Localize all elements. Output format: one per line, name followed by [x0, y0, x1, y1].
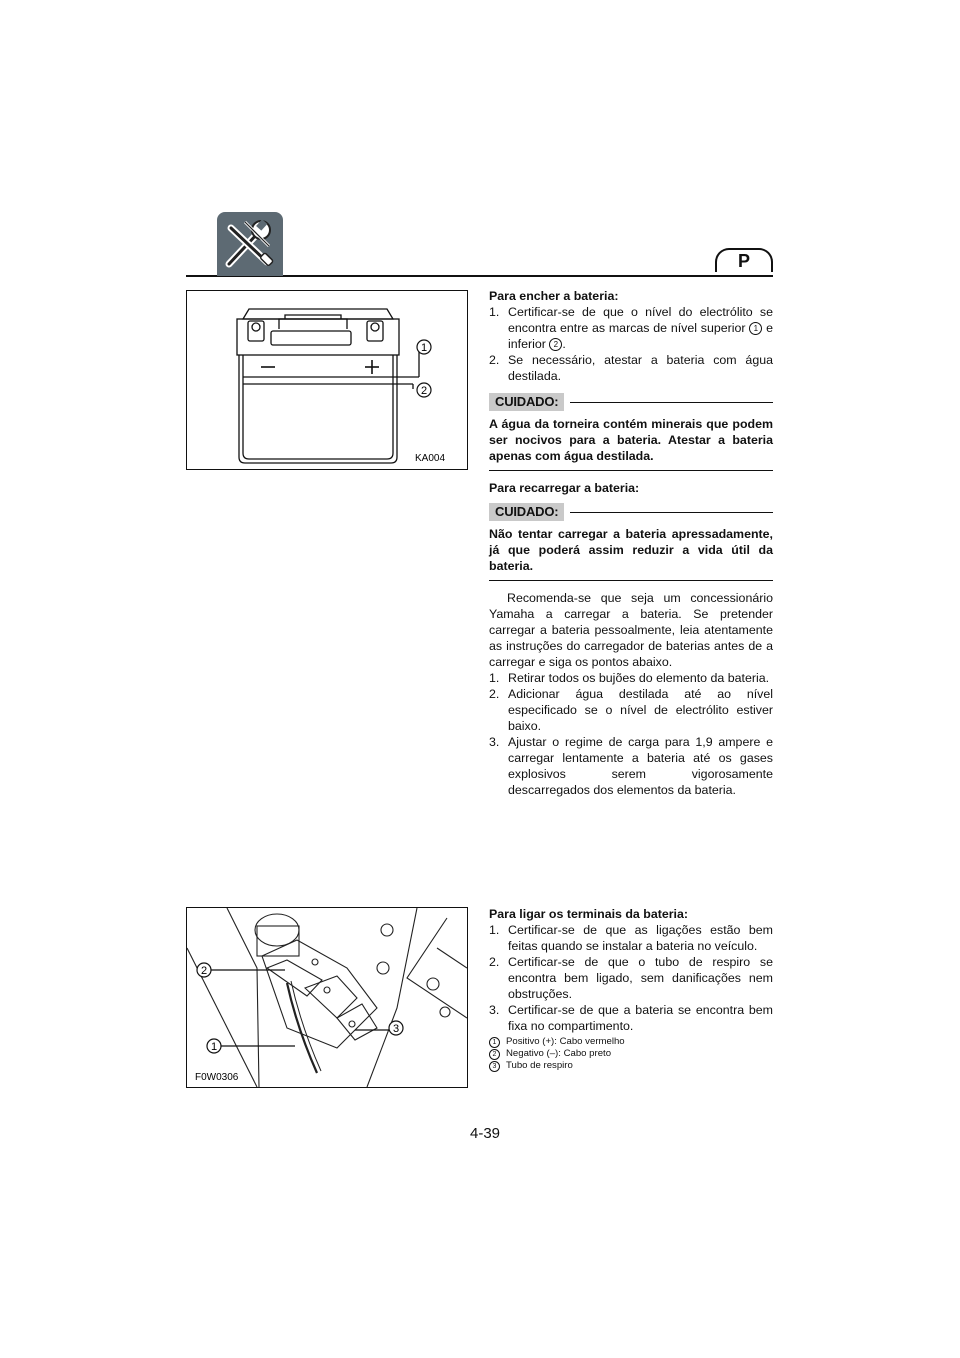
list-item: 3. Ajustar o regime de carga para 1,9 ampere e carregar lentamente a bateria até os gases explosivos serem vigorosamente descarregados dos elementos da bateria. [489, 735, 773, 797]
callout-1: 1 [210, 1041, 218, 1053]
caution-label: CUIDADO: [489, 393, 564, 411]
callout-2: 2 [200, 965, 208, 977]
fill-heading: Para encher a bateria: [489, 289, 619, 303]
language-badge: P [715, 248, 773, 272]
callout-3: 3 [392, 1023, 400, 1035]
caution-label: CUIDADO: [489, 503, 564, 521]
callout-2: 2 [420, 385, 428, 397]
legend-item: 1 Positivo (+): Cabo vermelho [489, 1036, 773, 1048]
terminals-photo [187, 908, 467, 1087]
recharge-steps [489, 670, 773, 798]
caution-rule [570, 402, 773, 403]
legend-item: 3 Tubo de respiro [489, 1060, 773, 1072]
fill-section [489, 288, 773, 798]
caution-text: A água da torneira contém minerais que podem ser nocivos para a bateria. Atestar a bateria apenas com água destilada. [489, 416, 773, 471]
callout-1: 1 [749, 322, 762, 335]
list-item: 1. Certificar-se de que as ligações estão bem feitas quando se instalar a bateria no veículo. [489, 923, 773, 953]
list-item: 2. Se necessário, atestar a bateria com água destilada. [489, 353, 773, 383]
page-number: 4-39 [469, 1125, 501, 1142]
caution-header [489, 393, 773, 411]
battery-level-figure [186, 290, 468, 470]
caution-text: Não tentar carregar a bateria apressadamente, já que poderá assim reduzir a vida útil da bateria. [489, 526, 773, 581]
list-item: 3. Certificar-se de que a bateria se encontra bem fixa no compartimento. [489, 1003, 773, 1033]
battery-illustration [187, 291, 467, 469]
legend-item: 2 Negativo (–): Cabo preto [489, 1048, 773, 1060]
callout-1: 1 [420, 342, 428, 354]
list-item: 1. Certificar-se de que o nível do electrólito se encontra entre as marcas de nível superior 1 e inferior 2 . [489, 305, 773, 351]
list-item: 2. Adicionar água destilada até ao nível especificado se o nível de electrólito estiver baixo. [489, 687, 773, 733]
fill-steps [489, 304, 773, 384]
battery-terminals-figure [186, 907, 468, 1088]
figure-code: F0W0306 [195, 1072, 239, 1083]
figure-code: KA004 [415, 453, 446, 464]
tools-icon [217, 212, 283, 276]
caution-rule [570, 512, 773, 513]
list-item: 2. Certificar-se de que o tubo de respiro se encontra bem ligado, sem danificações nem obstruções. [489, 955, 773, 1001]
connect-section [489, 906, 773, 1072]
callout-2: 2 [549, 338, 562, 351]
recharge-intro: Recomenda-se que seja um concessionário Yamaha a carregar a bateria. Se pretender carregar a bateria pessoalmente, leia atentamente as instruções do carregador de baterias antes de a carregar e siga os pontos abaixo. [489, 591, 773, 669]
figure-legend [489, 1036, 773, 1072]
list-item: 1. Retirar todos os bujões do elemento da bateria. [489, 671, 770, 685]
recharge-heading: Para recarregar a bateria: [489, 481, 640, 495]
caution-header [489, 503, 773, 521]
connect-steps [489, 922, 773, 1034]
connect-heading: Para ligar os terminais da bateria: [489, 907, 689, 921]
